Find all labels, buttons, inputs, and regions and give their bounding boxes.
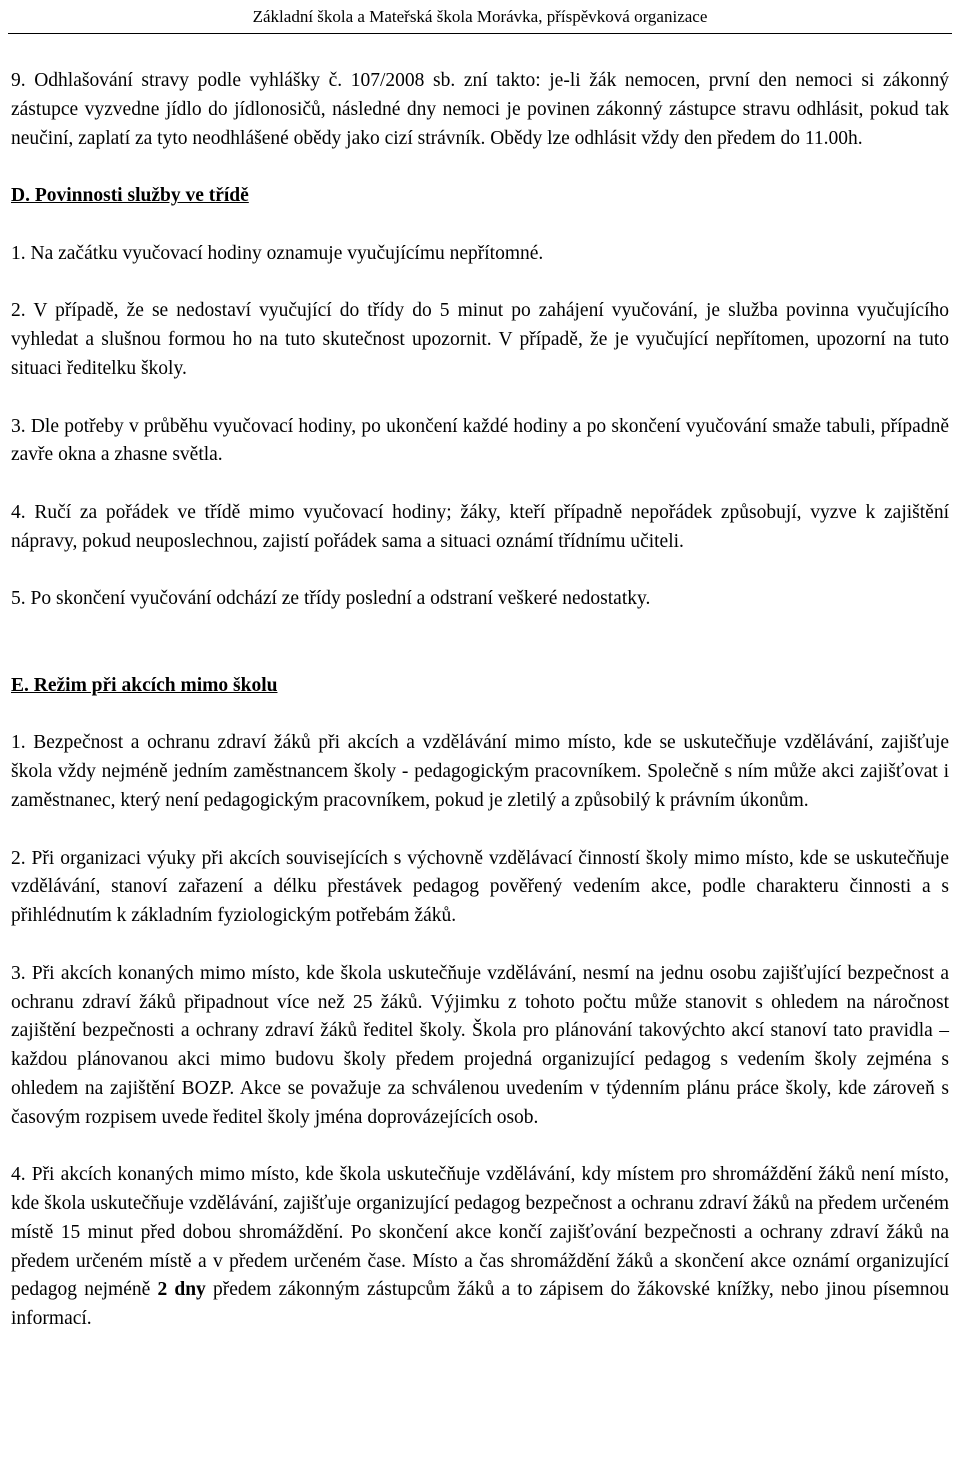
paragraph-e4-emphasis: 2 dny (157, 1279, 206, 1301)
section-d-heading-text: D. Povinnosti služby ve třídě (11, 185, 249, 207)
paragraph-d2: 2. V případě, že se nedostaví vyučující do třídy do 5 minut po zahájení vyučování, je služba povinna vyučujícího vyhledat a slušnou formou ho na tuto skutečnost upozornit. V případě, že je vyučující nepřítomen, upozorní na tuto situaci ředitelku školy. (11, 300, 949, 379)
section-e-heading-text: E. Režim při akcích mimo školu (11, 674, 278, 696)
paragraph-e1: 1. Bezpečnost a ochranu zdraví žáků při akcích a vzdělávání mimo místo, kde se uskutečňuje vzdělávání, zajišťuje škola vždy nejméně jedním zaměstnancem školy - pedagogickým pracovníkem. Společně s ním může akci zajišťovat i zaměstnanec, který není pedagogickým pracovníkem, pokud je zletilý a způsobilý k právním úkonům. (11, 732, 949, 811)
paragraph-c9: 9. Odhlašování stravy podle vyhlášky č. 107/2008 sb. zní takto: je-li žák nemocen, první den nemoci si zákonný zástupce vyzvedne jídlo do jídlonosičů, následné dny nemoci je povinen zákonný zástupce stravu odhlásit, pokud tak neučiní, zaplatí za tyto neodhlášené obědy jako cizí strávník. Obědy lze odhlásit vždy den předem do 11.00h. (11, 70, 949, 149)
paragraph-d3: 3. Dle potřeby v průběhu vyučovací hodiny, po ukončení každé hodiny a po skončení vyučování smaže tabuli, případně zavře okna a zhasne světla. (11, 415, 949, 466)
paragraph-d1: 1. Na začátku vyučovací hodiny oznamuje vyučujícímu nepřítomné. (11, 242, 544, 264)
paragraph-e2: 2. Při organizaci výuky při akcích souvisejících s výchovně vzdělávací činností školy mimo místo, kde se uskutečňuje vzdělávání, stanoví zařazení a délku přestávek pedagog pověřený vedením akce, podle charakteru činnosti a s přihlédnutím k základním fyziologickým potřebám žáků. (11, 847, 949, 927)
page-header-title: Základní škola a Mateřská škola Morávka, příspěvková organizace (252, 7, 708, 26)
paragraph-e4 (11, 1161, 949, 1334)
document-body (11, 67, 949, 1334)
paragraph-e4-text-end: předem zákonným zástupcům žáků a to zápisem do žákovské knížky, nebo jinou písemnou informací. (11, 1279, 949, 1330)
paragraph-e4-text-start: 4. Při akcích konaných mimo místo, kde škola uskutečňuje vzdělávání, kdy místem pro shromáždění žáků není místo, kde škola uskutečňuje vzdělávání, zajišťuje organizující pedagog bezpečnost a ochranu zdraví žáků na předem určeném místě 15 minut před dobou shromáždění. Po skončení akce končí zajišťování bezpečnosti a ochrany zdraví žáků na předem určeném místě a v předem určeném čase. Místo a čas shromáždění žáků a skončení akce oznámí organizující pedagog nejméně (11, 1164, 949, 1301)
paragraph-d5: 5. Po skončení vyučování odchází ze třídy poslední a odstraní veškeré nedostatky. (11, 588, 651, 610)
section-e-heading (11, 672, 949, 701)
section-d-heading (11, 182, 949, 211)
paragraph-e3: 3. Při akcích konaných mimo místo, kde škola uskutečňuje vzdělávání, nesmí na jednu osobu zajišťující bezpečnost a ochranu zdraví žáků připadnout více než 25 žáků. Výjimku z tohoto počtu může stanovit s ohledem na náročnost zajištění bezpečnosti a ochrany zdraví žáků ředitel školy. Škola pro plánování takovýchto akcí stanoví tato pravidla – každou plánovanou akci mimo budovu školy předem projedná organizující pedagog s vedením školy zejména s ohledem na zajištění BOZP. Akce se považuje za schválenou uvedením v týdenním plánu práce školy, kde zároveň s časovým rozpisem uvede ředitel školy jména doprovázejících osob. (11, 962, 949, 1128)
header-divider (8, 33, 952, 34)
paragraph-d4: 4. Ručí za pořádek ve třídě mimo vyučovací hodiny; žáky, kteří případně nepořádek způsobují, vyzve k zajištění nápravy, pokud neuposlechnou, zajistí pořádek sama a situaci oznámí třídnímu učiteli. (11, 501, 949, 552)
